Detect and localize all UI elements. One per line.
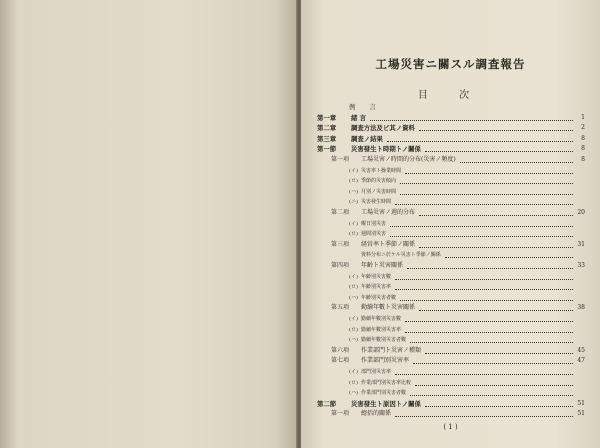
toc-leader-dots bbox=[405, 172, 573, 174]
toc-entry-page: 45 bbox=[577, 346, 585, 354]
toc-entry-number: 第六項 bbox=[331, 346, 350, 354]
toc-leader-dots bbox=[395, 373, 573, 375]
toc-leader-dots bbox=[395, 415, 573, 417]
toc-entry-number: (ロ) bbox=[349, 284, 358, 291]
toc-entry-page: 20 bbox=[577, 209, 585, 216]
toc-leader-dots bbox=[387, 140, 573, 142]
toc-entry bbox=[317, 303, 585, 313]
toc-leader-dots bbox=[425, 150, 573, 152]
toc-entry-title: 曜日別災害 bbox=[361, 220, 387, 227]
toc-leader-dots bbox=[390, 225, 573, 227]
toc-entry-number: (イ) bbox=[349, 316, 358, 322]
toc-entry bbox=[317, 378, 585, 388]
toc-entry bbox=[317, 144, 585, 154]
toc-heading: 目 次 bbox=[417, 90, 484, 101]
toc-entry-number: 第二節 bbox=[317, 399, 337, 408]
toc-entry-title: 作業部門別災害率 bbox=[361, 357, 410, 365]
toc-entry-page: 47 bbox=[577, 357, 585, 365]
toc-entry-number: (イ) bbox=[349, 220, 358, 227]
toc-entry bbox=[317, 346, 585, 356]
toc-leader-dots bbox=[419, 129, 573, 131]
toc-leader-dots bbox=[419, 246, 573, 248]
toc-entry bbox=[317, 229, 585, 239]
toc-leader-dots bbox=[413, 362, 573, 364]
toc-leader-dots bbox=[400, 193, 573, 195]
toc-leader-dots bbox=[419, 214, 573, 216]
toc-entry bbox=[317, 293, 585, 303]
toc-entry bbox=[317, 187, 585, 197]
toc-entry-page: 33 bbox=[577, 262, 585, 269]
toc-entry bbox=[317, 197, 585, 207]
toc-entry-title: 災害發生時間 bbox=[361, 199, 392, 206]
toc-leader-dots bbox=[445, 256, 573, 258]
toc-entry-title: 年齢別災害數 bbox=[361, 273, 392, 280]
toc-leader-dots bbox=[405, 320, 573, 322]
toc-entry-title: 調査ノ結果 bbox=[351, 134, 383, 143]
right-page bbox=[301, 0, 600, 448]
left-page bbox=[0, 0, 298, 448]
toc-entry-title: 災害發生ト時期トノ關係 bbox=[351, 145, 421, 154]
toc-entry-number: 第四項 bbox=[331, 262, 350, 269]
toc-entry-number: (ハ) bbox=[349, 390, 358, 397]
toc-leader-dots bbox=[395, 288, 573, 290]
toc-leader-dots bbox=[425, 352, 573, 354]
toc-entry-number: (ロ) bbox=[349, 178, 358, 185]
toc-entry bbox=[317, 388, 585, 398]
toc-entry-title: 週間別災害 bbox=[361, 231, 387, 238]
toc-entry-title: 調査方法及ビ其ノ資料 bbox=[351, 124, 415, 133]
toc-entry-title: 災害發生ト原因トノ關係 bbox=[351, 399, 421, 408]
toc-entry-title: 部門別災害率 bbox=[361, 369, 392, 375]
toc-entry-page: 1 bbox=[581, 113, 585, 121]
toc-leader-dots bbox=[395, 203, 573, 205]
toc-leader-dots bbox=[370, 119, 573, 121]
toc-entry-number: 第七項 bbox=[331, 357, 350, 365]
toc-entry-title: 勤續年數別災害數 bbox=[361, 316, 402, 322]
page-number: ( 1 ) bbox=[443, 423, 458, 431]
toc-entry-title: 工場災害ノ時間的分布(災害ノ頻度) bbox=[361, 156, 456, 163]
toc-entry bbox=[317, 240, 585, 250]
toc-entry-number: 第一項 bbox=[331, 410, 350, 418]
toc-entry-title: 年齢別災害率 bbox=[361, 284, 392, 291]
toc-leader-dots bbox=[405, 331, 573, 333]
toc-entry bbox=[317, 219, 585, 229]
toc-leader-dots bbox=[400, 182, 573, 184]
toc-entry bbox=[317, 208, 585, 218]
toc-entry-title: 月別ノ災害時間 bbox=[361, 188, 397, 195]
toc-leader-dots bbox=[460, 161, 573, 163]
toc-entry-title: 年齢ト災害關係 bbox=[361, 262, 404, 269]
toc-leader-dots bbox=[425, 405, 573, 407]
toc-entry-title: 緒 言 bbox=[351, 113, 367, 122]
toc-entry-number: (ロ) bbox=[349, 231, 358, 238]
toc-entry-title: 工場災害ノ週的分布 bbox=[361, 209, 416, 216]
toc-entry-number: (ロ) bbox=[349, 326, 358, 333]
toc-leader-dots bbox=[407, 267, 573, 269]
toc-entry-number: 第二章 bbox=[317, 124, 337, 133]
toc-entry-title: 作業部門ト災害ノ種類 bbox=[361, 346, 422, 354]
toc-entry bbox=[317, 261, 585, 271]
toc-entry-number: 第二項 bbox=[331, 209, 350, 216]
toc-entry-page: 38 bbox=[577, 304, 585, 312]
toc-entry bbox=[317, 399, 585, 409]
toc-entry-title: 経営率ト季節ノ關係 bbox=[361, 240, 416, 248]
toc-entry-page: 51 bbox=[577, 410, 585, 418]
toc-entry-title: 災害率ト操業時間 bbox=[361, 167, 402, 174]
toc-entry-title: 資料分布ニ於ケル災害ト季節ノ關係 bbox=[361, 252, 441, 259]
toc-leader-dots bbox=[410, 341, 573, 343]
toc-entry bbox=[317, 356, 585, 366]
toc-entry bbox=[317, 367, 585, 377]
toc-entry-number: (ニ) bbox=[349, 199, 358, 206]
toc-entry-number: (ハ) bbox=[349, 337, 358, 344]
toc-entry-title: 總括的關係 bbox=[361, 410, 392, 418]
toc-entry-title: 勤續年數別災害率 bbox=[361, 326, 402, 333]
toc-entry-title: 勤續年數ト災害關係 bbox=[361, 304, 416, 312]
toc-entry-number: (イ) bbox=[349, 167, 358, 174]
toc-entry-number: (イ) bbox=[349, 273, 358, 280]
toc-entry bbox=[317, 250, 585, 260]
toc-entry bbox=[317, 314, 585, 324]
toc-leader-dots bbox=[390, 235, 573, 237]
toc-entry-number: 第三項 bbox=[331, 240, 350, 248]
toc-entry-title: 作業部門別災害者數 bbox=[361, 390, 407, 397]
toc-entry bbox=[317, 272, 585, 282]
toc-leader-dots bbox=[419, 309, 573, 311]
toc-entry-number: 第一章 bbox=[317, 113, 337, 122]
toc-entry-title: 例 言 bbox=[349, 103, 382, 111]
toc-entry bbox=[317, 134, 585, 144]
toc-entry bbox=[317, 123, 585, 133]
toc-entry-title: 年齢別災害者數 bbox=[361, 294, 397, 301]
toc-entry-number: (ハ) bbox=[349, 294, 358, 301]
toc-entry bbox=[317, 113, 585, 123]
toc-entry bbox=[317, 176, 585, 186]
toc-entry bbox=[317, 155, 585, 165]
toc-entry-number: 第三章 bbox=[317, 134, 337, 143]
toc-leader-dots bbox=[410, 394, 573, 396]
toc-entry bbox=[317, 102, 585, 112]
toc-leader-dots bbox=[415, 384, 573, 386]
toc-entry-number: (イ) bbox=[349, 369, 358, 375]
toc-entry-page: 2 bbox=[581, 124, 585, 132]
toc-entry-title: 作業部門別災害率比較 bbox=[361, 379, 412, 386]
toc-entry bbox=[317, 409, 585, 419]
toc-entry bbox=[317, 335, 585, 345]
toc-entry-number: (ハ) bbox=[349, 188, 358, 195]
toc-entry-title: 勤續年數別災害者數 bbox=[361, 337, 407, 344]
toc-entry bbox=[317, 166, 585, 176]
toc-leader-dots bbox=[400, 299, 573, 301]
document-title: 工場災害ニ關スル調査報告 bbox=[375, 57, 526, 71]
toc-entry-page: 8 bbox=[581, 156, 585, 163]
toc-entry-page: 8 bbox=[581, 134, 585, 142]
toc-entry-number: 第一節 bbox=[317, 145, 337, 154]
toc-entry-number: 第一項 bbox=[331, 156, 350, 163]
toc-entry-number: 第五項 bbox=[331, 304, 350, 312]
toc-entry-page: 51 bbox=[577, 399, 585, 407]
toc-leader-dots bbox=[395, 278, 573, 280]
toc-entry-page: 8 bbox=[581, 145, 585, 153]
toc-entry bbox=[317, 325, 585, 335]
toc-entry-number: (ロ) bbox=[349, 379, 358, 386]
toc-entry bbox=[317, 282, 585, 292]
toc-entry-title: 季節的災害傾向 bbox=[361, 178, 397, 185]
toc-entry-page: 31 bbox=[577, 240, 585, 248]
